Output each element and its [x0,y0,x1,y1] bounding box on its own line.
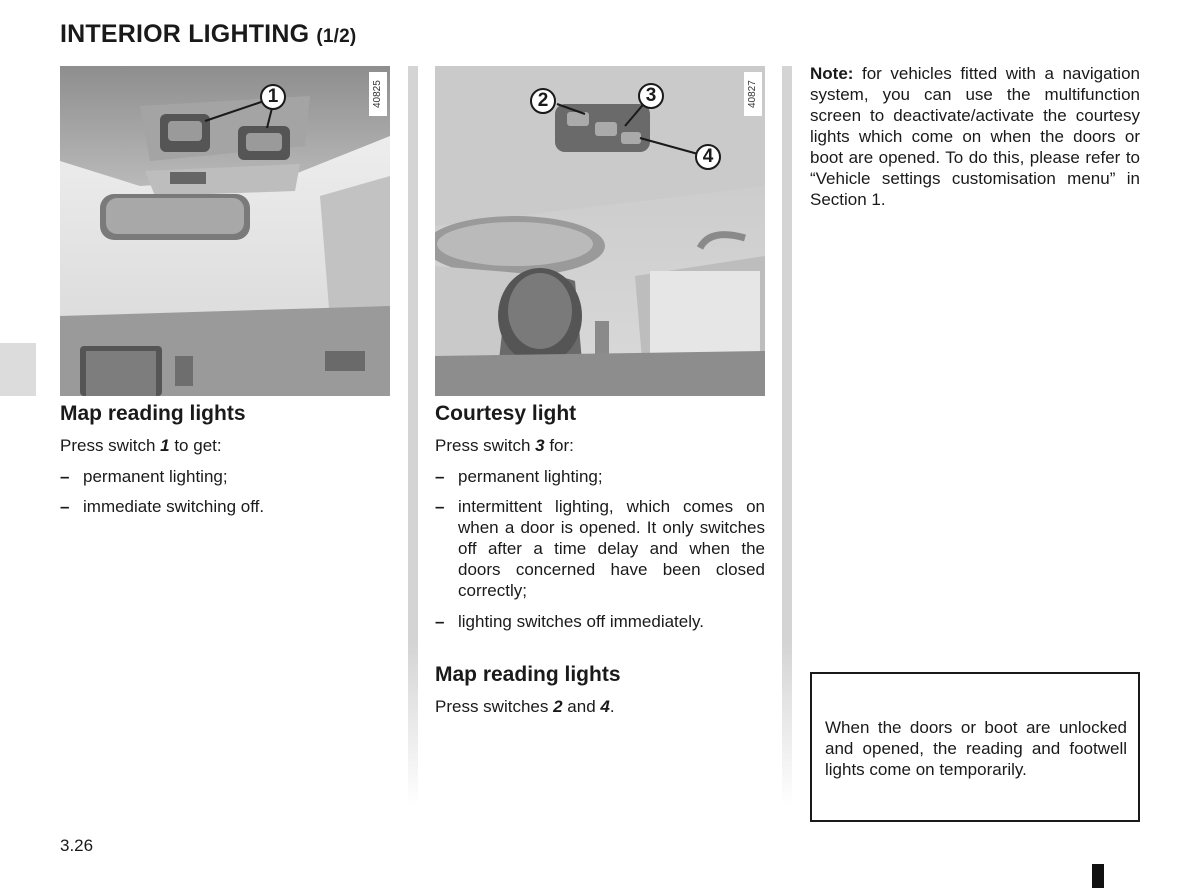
info-box-text: When the doors or boot are unlocked and opened, the reading and footwell lights come on temporarily. [825,718,1127,779]
callout-4: 4 [695,144,721,170]
note-label: Note: [810,64,854,83]
column-divider-2 [782,66,792,806]
page-title [60,20,356,49]
page-title-main: INTERIOR LIGHTING [60,20,310,48]
figure-code: 40827 [744,72,762,116]
note-text: for vehicles fitted with a navigation system, you can use the multifunction screen to deactivate/activate the courtesy lights which come on when the doors or boot are opened. To do this, please refer to “Vehicle settings customisation menu” in Section 1. [810,64,1140,209]
list-item: – intermittent lighting, which comes on when a door is opened. It only switches off after a time delay and when the doors concerned have been closed correctly; [435,497,765,600]
map-reading-lights-illustration [60,66,390,396]
section-heading-map-reading: Map reading lights [60,402,246,425]
section-heading-courtesy-light: Courtesy light [435,402,577,425]
callout-2: 2 [530,88,556,114]
figure-code: 40825 [369,72,387,116]
callout-1: 1 [260,84,286,110]
section-thumb-tab [0,343,36,396]
column-divider-1 [408,66,418,806]
page-title-suffix: (1/2) [316,26,357,47]
col1-intro: Press switch 1 to get: [60,436,222,455]
info-box [810,672,1140,822]
col2-intro2: Press switches 2 and 4. [435,697,615,716]
col2-intro: Press switch 3 for: [435,436,574,455]
callout-3: 3 [638,83,664,109]
navigation-note [810,63,1140,210]
courtesy-light-illustration [435,66,765,396]
page-edge-marker [1092,864,1104,888]
page-number: 3.26 [60,836,94,855]
map-reading-lights-drawing [60,66,390,396]
section-heading-map-reading-2: Map reading lights [435,663,621,686]
courtesy-light-drawing [435,66,765,396]
